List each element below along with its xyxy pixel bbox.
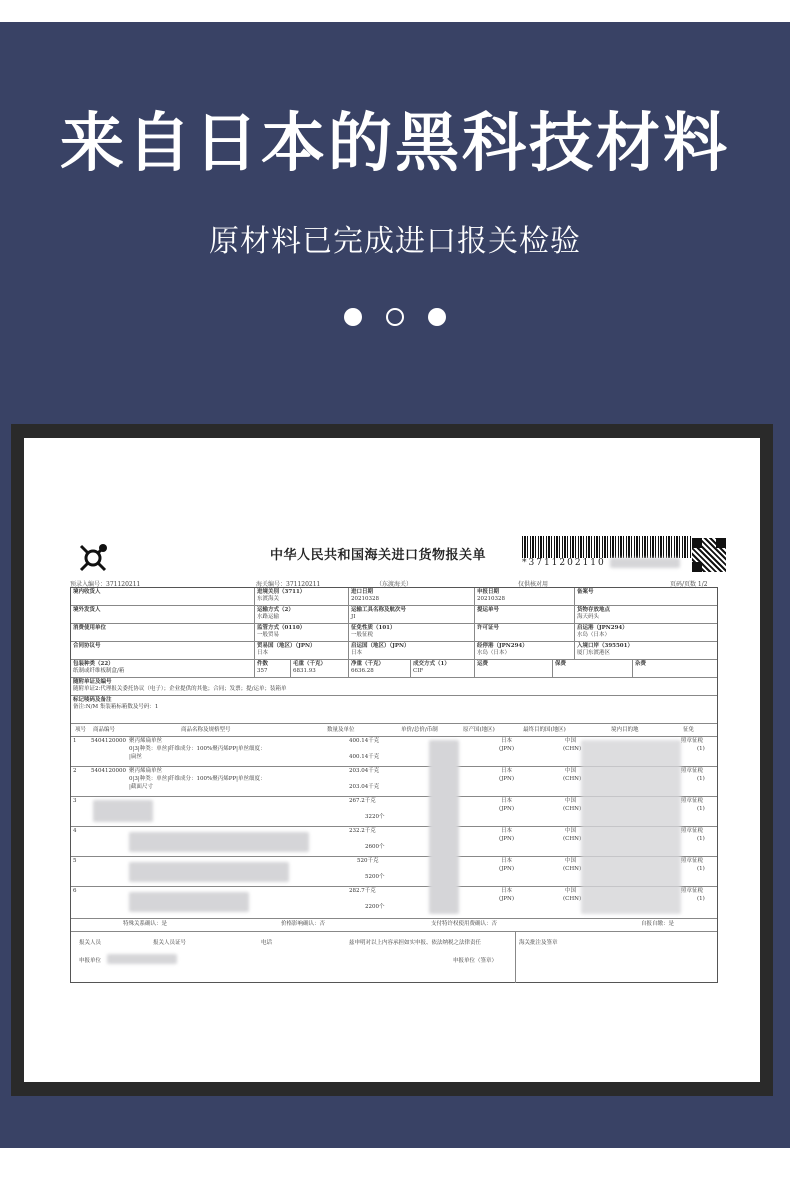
declare-date-cell: 申报日期 20210328	[475, 588, 575, 606]
record-no-cell: 备案号	[575, 588, 717, 606]
redaction	[129, 862, 289, 882]
shipper-cell: 境外发货人	[71, 606, 255, 624]
customs-number: 海关编号：371120211	[256, 581, 321, 588]
document-title: 中华人民共和国海关进口货物报关单	[270, 548, 487, 563]
docs-cell: 随附单证及编号 随附单证2:代理报关委托协议（电子）；企业提供的其他；合同；发票；提/运单；装箱单	[71, 678, 717, 696]
freight-cell: 运费	[475, 660, 553, 678]
user-cell: 消费使用单位	[71, 624, 255, 642]
import-date-cell: 进口日期 20210328	[349, 588, 475, 606]
copy-note: 仅供核对用	[518, 581, 549, 588]
page-counter: 页码/页数 1/2	[670, 581, 708, 588]
redaction	[581, 740, 681, 914]
declaration-grid	[70, 587, 718, 983]
license-cell: 许可证号	[475, 624, 575, 642]
pager-dot-1[interactable]	[344, 308, 362, 326]
barcode	[522, 536, 692, 558]
self-pay: 自报自缴：是	[641, 921, 675, 927]
goods-header: 征免	[683, 727, 695, 733]
unit-label: 申报单位	[79, 958, 102, 964]
cert-label: 报关人员证号	[153, 940, 187, 946]
insurance-cell: 保费	[553, 660, 633, 678]
goods-header: 境内目的地	[611, 727, 639, 733]
redaction	[107, 954, 177, 964]
misc-cell: 杂费	[633, 660, 717, 678]
redaction	[93, 800, 153, 822]
pieces-cell: 件数 357	[255, 660, 291, 678]
pager-dots	[0, 308, 790, 326]
departure-port-cell: 启运港（JPN294） 水岛（日本）	[575, 624, 717, 642]
goods-header: 最终目的国(地区)	[523, 727, 566, 733]
goods-row: 1 5404120000 聚丙烯扁单丝 0|3|种类：单丝|纤维成分：100%聚丙烯PP|单丝细度： |扁丝 400.14千克 400.14千克 日本 (JPN) 中国 (CHN) 照章征税 (1)	[73, 738, 705, 760]
footer-divider	[515, 931, 516, 983]
qr-code-icon	[692, 538, 726, 572]
bill-cell: 提运单号	[475, 606, 575, 624]
top-margin	[0, 0, 790, 22]
customs-emblem-icon	[75, 540, 111, 576]
confirm-rule	[71, 931, 717, 932]
redaction	[129, 892, 249, 912]
customs-office: （东渡海关）	[376, 581, 413, 588]
customs-note: 海关批注及签章	[519, 940, 558, 946]
goods-row: 4 232.2千克 2600个 日本 (JPN) 中国 (CHN) 照章征税 (1)	[73, 828, 705, 850]
origin-country-cell: 启运国（地区）（JPN） 日本	[349, 642, 475, 660]
transport-cell: 运输方式（2） 水路运输	[255, 606, 349, 624]
price-effect: 价格影响确认：否	[281, 921, 326, 927]
pager-dot-2[interactable]	[386, 308, 404, 326]
transit-port-cell: 经停港（JPN294） 水岛（日本）	[475, 642, 575, 660]
trade-country-cell: 贸易国（地区）（JPN） 日本	[255, 642, 349, 660]
marks-cell: 标记唛码及备注 备注:N/M 集装箱标箱数及号码：1	[71, 696, 717, 724]
row-rule	[71, 918, 717, 919]
entry-port-cell: 入境口岸（395501） 厦门东渡港区	[575, 642, 717, 660]
goods-header: 项号	[75, 727, 87, 733]
preentry-number: 预录入编号：371120211	[70, 581, 141, 588]
goods-row: 2 5404120000 聚丙烯扁单丝 0|3|种类：单丝|纤维成分：100%聚丙烯PP|单丝细度： |截面尺寸 203.04千克 203.04千克 日本 (JPN) 中国 (CHN) 照章征税 (1)	[73, 768, 705, 790]
redaction	[610, 558, 680, 568]
goods-header: 单价/总价/币制	[401, 727, 438, 733]
gross-weight-cell: 毛重（千克） 6831.93	[291, 660, 349, 678]
goods-header-rule	[71, 736, 717, 737]
deal-cell: 成交方式（1） CIF	[411, 660, 475, 678]
phone-label: 电话	[261, 940, 273, 946]
package-cell: 包装种类（22） 纸制或纤维板制盒/箱	[71, 660, 255, 678]
redaction	[129, 832, 309, 852]
goods-header: 商品编号	[93, 727, 116, 733]
declarant-label: 报关人员	[79, 940, 102, 946]
goods-header: 数量及单位	[327, 727, 355, 733]
goods-header: 原产国(地区)	[463, 727, 495, 733]
goods-row: 3 267.2千克 3220个 日本 (JPN) 中国 (CHN) 照章征税 (1)	[73, 798, 705, 820]
goods-header: 商品名称及规格型号	[181, 727, 231, 733]
goods-row: 6 282.7千克 2200个 日本 (JPN) 中国 (CHN) 照章征税 (1)	[73, 888, 705, 910]
entry-office-cell: 进境关别（3711） 东渡海关	[255, 588, 349, 606]
consignee-cell: 境内收货人	[71, 588, 255, 606]
tax-nature-cell: 征免性质（101） 一般征税	[349, 624, 475, 642]
pager-dot-3[interactable]	[428, 308, 446, 326]
supervision-cell: 监管方式（0110） 一般贸易	[255, 624, 349, 642]
storage-cell: 货物存放地点 海天码头	[575, 606, 717, 624]
goods-row: 5 520千克 5200个 日本 (JPN) 中国 (CHN) 照章征税 (1)	[73, 858, 705, 880]
statement: 兹申明对以上内容承担如实申报、依法纳税之法律责任	[349, 940, 482, 946]
bottom-margin	[0, 1148, 790, 1186]
barcode-text: *3711202110	[522, 558, 606, 568]
net-weight-cell: 净重（千克） 6636.28	[349, 660, 411, 678]
page-subtitle: 原材料已完成进口报关检验	[209, 224, 581, 259]
page-title: 来自日本的黑科技材料	[60, 107, 730, 181]
redaction	[429, 740, 459, 914]
seal-label: 申报单位（签章）	[453, 958, 498, 964]
special-relation: 特殊关系确认：是	[123, 921, 168, 927]
contract-cell: 合同协议号	[71, 642, 255, 660]
vessel-cell: 运输工具名称及航次号 JI	[349, 606, 475, 624]
royalty: 支付特许权使用费确认：否	[431, 921, 498, 927]
